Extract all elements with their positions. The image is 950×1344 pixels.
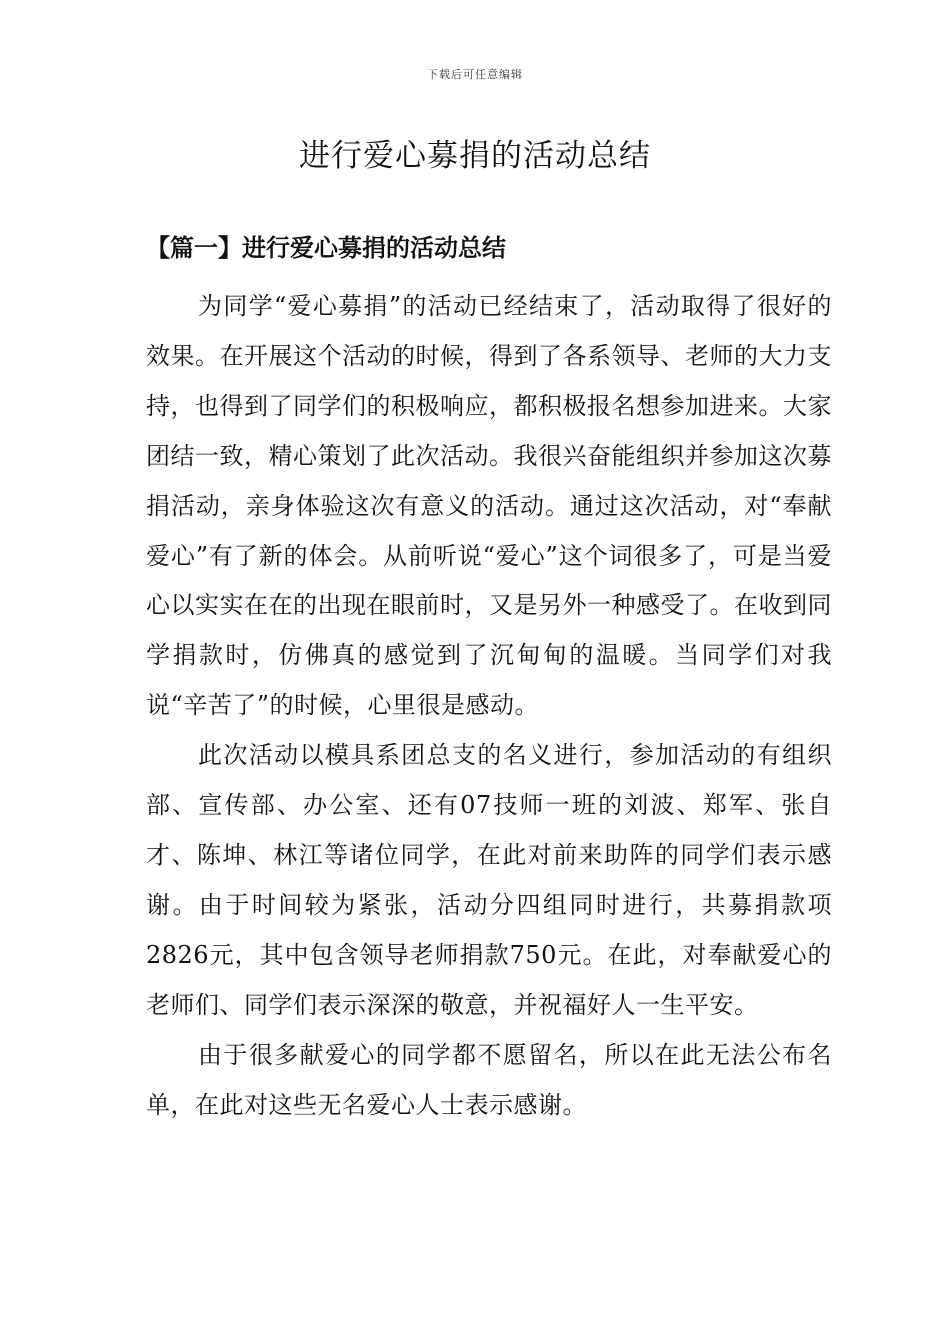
paragraph-2: 此次活动以模具系团总支的名义进行，参加活动的有组织部、宣传部、办公室、还有07技师一班的刘波、郑军、张自才、陈坤、林江等诸位同学，在此对前来助阵的同学们表示感谢。由于时间较为紧张，活动分四组同时进行，共募捐款项2826元，其中包含领导老师捐款750元。在此，对奉献爱心的老师们、同学们表示深深的敬意，并祝福好人一生平安。 <box>146 741 832 1019</box>
section-heading: 【篇一】进行爱心募捐的活动总结 <box>146 233 506 262</box>
paragraph-1: 为同学“爱心募捐”的活动已经结束了，活动取得了很好的效果。在开展这个活动的时候，得到了各系领导、老师的大力支持，也得到了同学们的积极响应，都积极报名想参加进来。大家团结一致，精心策划了此次活动。我很兴奋能组织并参加这次募捐活动，亲身体验这次有意义的活动。通过这次活动，对“奉献爱心”有了新的体会。从前听说“爱心”这个词很多了，可是当爱心以实实在在的出现在眼前时，又是另外一种感受了。在收到同学捐款时，仿佛真的感觉到了沉甸甸的温暖。当同学们对我说“辛苦了”的时候，心里很是感动。 <box>146 292 832 720</box>
document-body <box>146 282 832 1130</box>
document-title: 进行爱心募捐的活动总结 <box>299 138 651 174</box>
paragraph-3: 由于很多献爱心的同学都不愿留名，所以在此无法公布名单，在此对这些无名爱心人士表示感谢。 <box>146 1040 832 1119</box>
header-note: 下载后可任意编辑 <box>427 68 523 81</box>
